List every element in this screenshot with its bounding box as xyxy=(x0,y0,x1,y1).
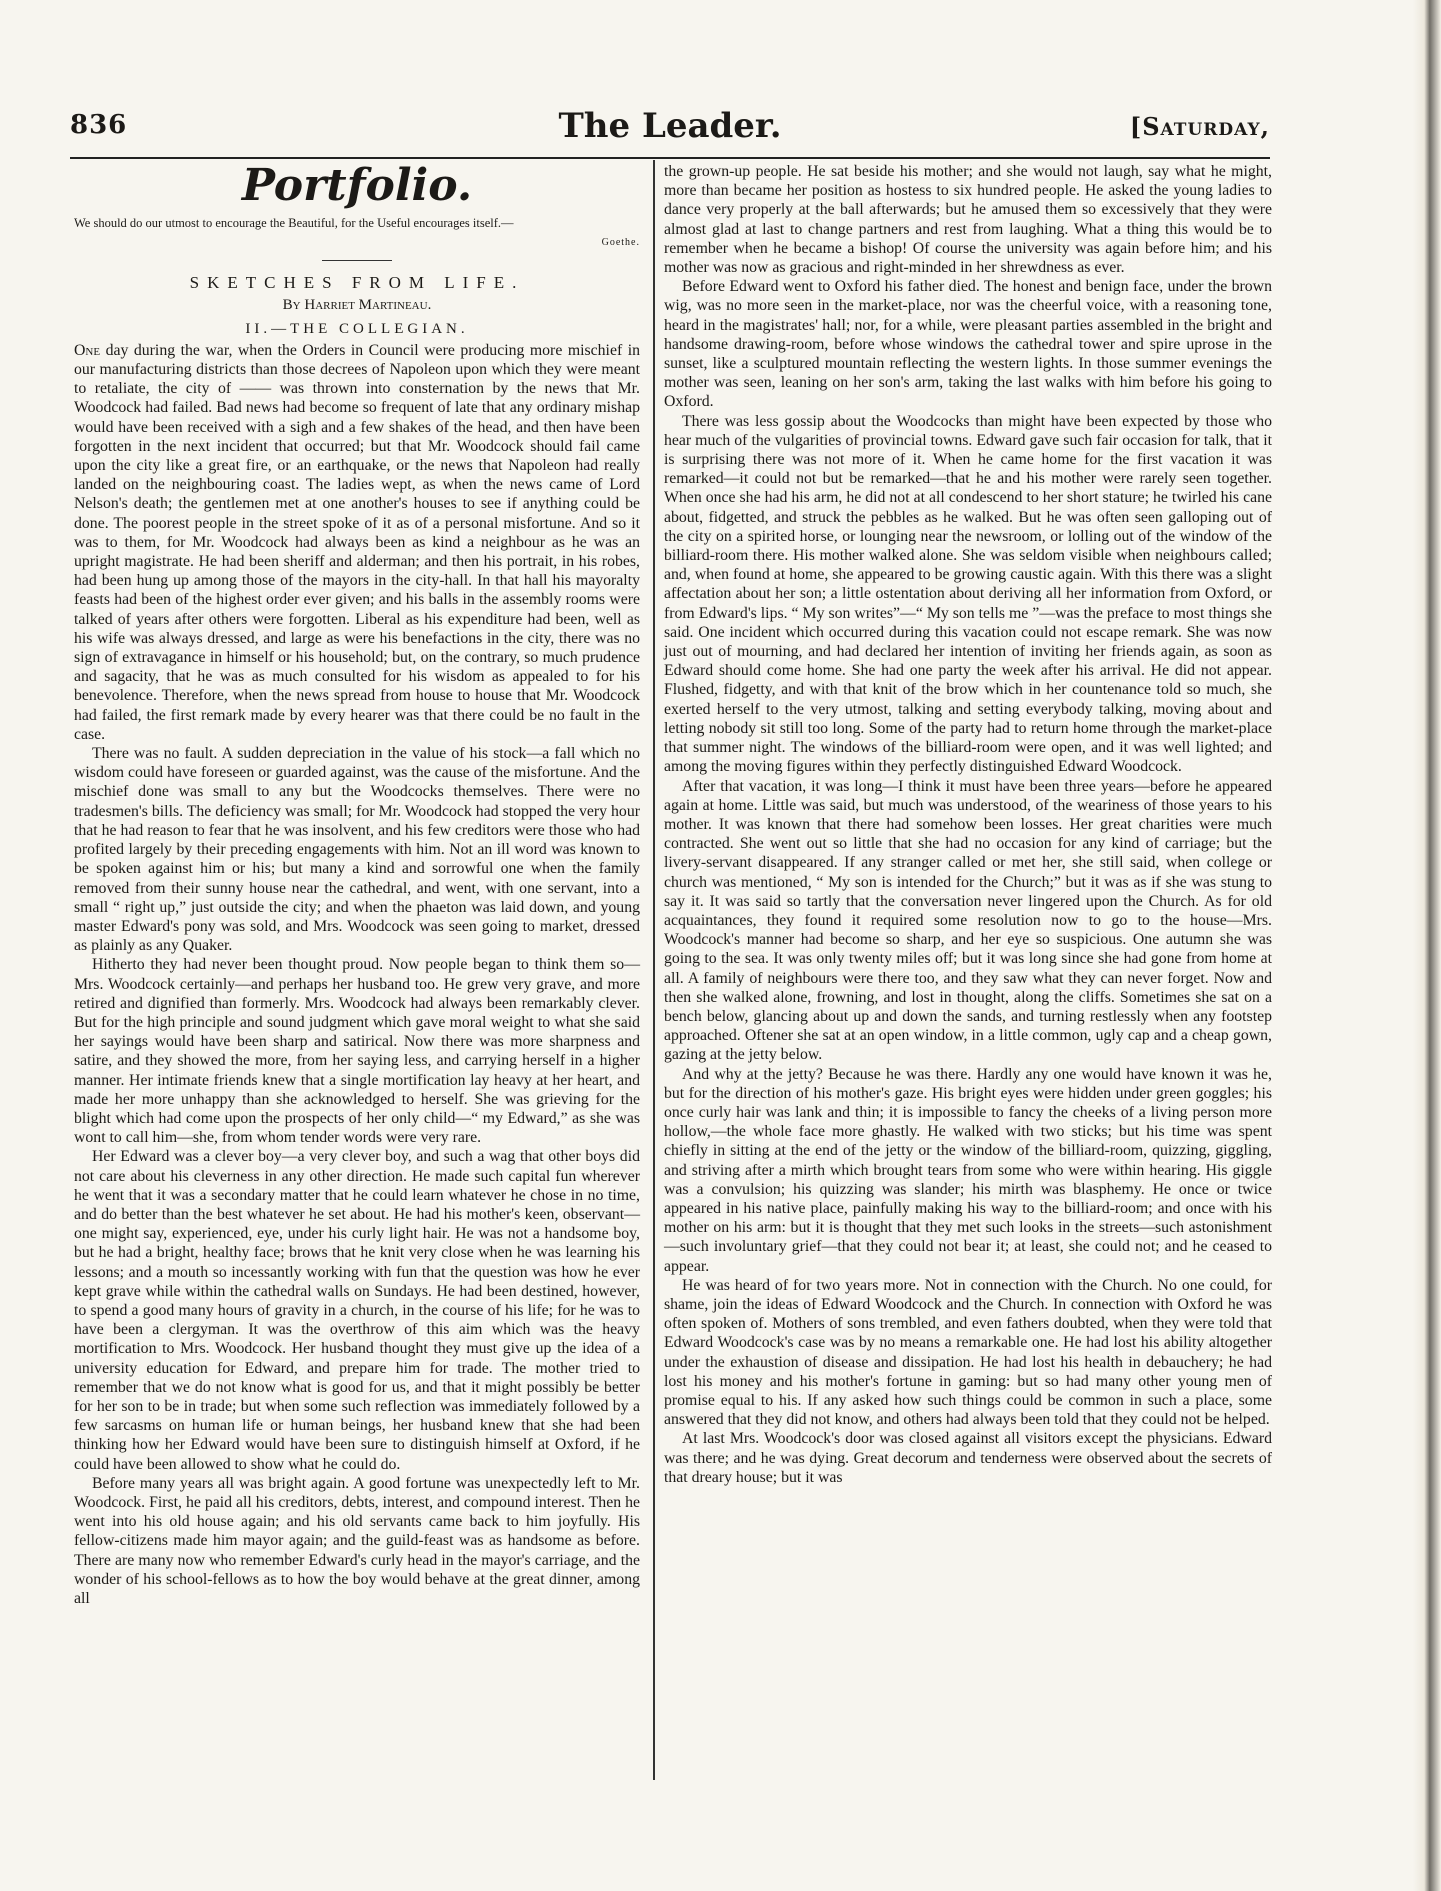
article-byline: By Harriet Martineau. xyxy=(282,297,432,314)
motto-attribution: Goethe. xyxy=(601,237,640,248)
paragraph: the grown-up people. He sat beside his mother; and she would not laugh, say what he might, more than became her position as hostess to six hundred people. He asked the young ladies to dance very properly at the ball afterwards; but he amused them so excessively that they were almost glad at last to change partners and rest from laughing. What a thing this would be to remember when he became a bishop! Of course the university was again before him; and his mother was now as gracious and right-minded in her shrewdness as ever. xyxy=(664,163,1272,277)
page-number: 836 xyxy=(70,110,128,140)
paragraph: Hitherto they had never been thought proud. Now people began to think them so—Mrs. Woodcock certainly—and perhaps her husband too. He grew very grave, and more retired and dignified than formerly. Mrs. Woodcock had always been remarkably clever. But for the high principle and sound judgment which gave moral weight to what she said her sayings would have been sharp and satirical. Now there was more sharpness and satire, and they showed the more, from her saying less, and carrying herself in a higher manner. Her intimate friends knew that a single mortification lay heavy at her heart, and made her more unhappy than she acknowledged to herself. She was grieving for the blight which had come upon the prospects of her only child—“ my Edward,” as she was wont to call him—she, from whom tender words were very rare. xyxy=(74,956,640,1147)
left-column xyxy=(74,162,640,1608)
masthead-title: The Leader. xyxy=(558,106,782,146)
paragraph: There was less gossip about the Woodcocks than might have been expected by those who hear much of the vulgarities of provincial towns. Edward gave such fair occasion for talk, that it is surprising there was not more of it. When he came home for the first vacation it was remarked—it could not but be remarked—that he and his mother were rarely seen together. When once she had his arm, he did not at all condescend to her short stature; he twirled his cane about, fidgetted, and struck the pebbles as he walked. But he was often seen galloping out of the city on a spirited horse, or lounging near the newsroom, or lolling out of the window of the billiard-room there. His mother walked alone. She was seldom visible when neighbours called; and, when found at home, she appeared to be growing caustic again. With this there was a slight affectation about her son; a little ostentation about deriving all her information from Oxford, or from Edward's lips. “ My son writes”—“ My son tells me ”—was the preface to most things she said. One incident which occurred during this vacation could not escape remark. She was now just out of mourning, and had declared her intention of inviting her friends again, as soon as Edward should come home. She had one party the week after his arrival. He did not appear. Flushed, fidgetty, and with that knit of the brow which in her countenance told so much, she exerted herself to the very utmost, talking and setting everybody talking, moving about and letting nobody sit still too long. Some of the party had to return home through the market-place that summer night. The windows of the billiard-room were open, and it was well lighted; and among the moving figures within they perfectly distinguished Edward Woodcock. xyxy=(664,412,1272,776)
column-divider xyxy=(653,160,655,1780)
paragraph-text: day during the war, when the Orders in Council were producing more mischief in our manufacturing districts than those decrees of Napoleon upon which they were meant to retaliate, the city of —— was thrown into consternation by the news that Mr. Woodcock had failed. Bad news had become so frequent of late that any ordinary mishap would have been received with a sigh and a few shakes of the head, and then have been forgotten in the next incident that occurred; but that Mr. Woodcock should fail came upon the city like a great fire, or an earthquake, or the news that Napoleon had really landed on the neighbouring coast. The ladies wept, as when the news came of Lord Nelson's death; the gentlemen met at one another's houses to see if anything could be done. The poorest people in the street spoke of it as of a personal misfortune. And so it was to them, for Mr. Woodcock had always been as kind a neighbour as he was an upright magistrate. He had been sheriff and alderman; and then his portrait, in his robes, had been hung up among those of the mayors in the city-hall. In that hall his mayoralty feasts had been of the highest order ever given; and his balls in the assembly rooms were talked of years after others were forgotten. Liberal as his expenditure had been, well as his wife was always dressed, and large as were his benefactions in the city, there was no sign of extravagance in himself or his household; but, on the contrary, so much prudence and sagacity, that he was as much consulted for his wisdom as appealed to for his benevolence. Therefore, when the news spread from house to house that Mr. Woodcock had failed, the first remark made by every hearer was that there could be no fault in the case. xyxy=(74,341,640,743)
paragraph: He was heard of for two years more. Not in connection with the Church. No one could, for shame, join the ideas of Edward Woodcock and the Church. In connection with Oxford he was often spoken of. Mothers of sons trembled, and even fathers doubted, when they were told that Edward Woodcock's case was by no means a remarkable one. He had lost his ability altogether under the exhaustion of disease and dissipation. He had lost his health in debauchery; he had lost his money and his mother's fortune in gaming: but so had many other young men of promise equal to his. If any asked how such things could be common in such a place, some answered that they did not know, and others had always been told that they could not be helped. xyxy=(664,1276,1272,1429)
paragraph: There was no fault. A sudden depreciation in the value of his stock—a fall which no wisdom could have foreseen or guarded against, was the cause of the misfortune. And the mischief done was small to any but the Woodcocks themselves. There were no tradesmen's bills. The deficiency was small; for Mr. Woodcock had stopped the very hour that he had reason to fear that he was insolvent, and his few creditors were those who had profited largely by their preceding engagements with him. Not an ill word was known to be spoken against him or his; but many a kind and sorrowful one when the family removed from their sunny house near the cathedral, and went, with one servant, into a small “ right up,” just outside the city; and when the phaeton was laid down, and young master Edward's pony was sold, and Mrs. Woodcock was seen going to market, dressed as plainly as any Quaker. xyxy=(74,745,640,955)
motto: We should do our utmost to encourage the Beautiful, for the Useful encourages itself.— xyxy=(74,216,514,230)
section-rule xyxy=(322,260,392,261)
first-word: One xyxy=(74,341,101,359)
page-edge-binding xyxy=(1413,0,1441,1891)
issue-day: [Saturday, xyxy=(1129,112,1270,141)
header-rule xyxy=(70,157,1270,159)
article-title: SKETCHES FROM LIFE. xyxy=(189,273,525,293)
paragraph: Before many years all was bright again. A good fortune was unexpectedly left to Mr. Woodcock. First, he paid all his creditors, debts, interest, and compound interest. Then he went into his old house again; and his old servants came back to him joyfully. His fellow-citizens made him mayor again; and the guild-feast was as handsome as before. There are many now who remember Edward's curly head in the mayor's carriage, and the wonder of his school-fellows as to how the boy would behave at the great dinner, among all xyxy=(74,1474,640,1608)
page-header xyxy=(70,106,1270,150)
paragraph: After that vacation, it was long—I think it must have been three years—before he appeared again at home. Little was said, but much was understood, of the weariness of those years to his mother. It was known that there had somehow been losses. Her great charities were much contracted. She went out so little that she had no occasion for any kind of carriage; but the livery-servant disappeared. If any stranger called or met her, she still said, when college or church was mentioned, “ My son is intended for the Church;” but it was as if she was stung to say it. It was said so tartly that the conversation never lingered upon the Church. As for old acquaintances, they found it required some resolution now to go to the house—Mrs. Woodcock's manner had become so sharp, and her eye so suspicious. One autumn she was going to the sea. It was only twenty miles off; but it was long since she had gone from home at all. A family of neighbours were there too, and they saw what they can never forget. Now and then she walked alone, frowning, and lost in thought, along the cliffs. Sometimes she sat on a bench below, glancing about up and down the sands, and turning restlessly when any footstep approached. Oftener she sat at an open window, in a little common, ugly cap and a cheap gown, gazing at the jetty below. xyxy=(664,777,1272,1064)
section-title: Portfolio. xyxy=(241,160,473,211)
paragraph: Her Edward was a clever boy—a very clever boy, and such a wag that other boys did not care about his cleverness in any other direction. He made such capital fun wherever he went that it was a secondary matter that he could learn whatever he chose in no time, and do better than the best whatever he set about. He had his mother's keen, observant—one might say, experienced, eye, under his curly light hair. He was not a handsome boy, but he had a bright, healthy face; brows that he knit very close when he was learning his lessons; and a mouth so incessantly working with fun that the question was how he ever kept grave while within the cathedral walls on Sundays. He had been destined, however, to spend a good many hours of gravity in a church, in the course of his life; for he was to have been a clergyman. It was the overthrow of this aim which was the heavy mortification to Mrs. Woodcock. Her husband thought they must give up the idea of a university education for Edward, and prepare him for trade. The mother tried to remember that we do not know what is good for us, and that it might possibly be better for her son to be in trade; but when some such reflection was immediately followed by a few sarcasms on human life or human beings, her husband knew that she had been thinking how her Edward would have been sure to distinguish himself at Oxford, if he could have been allowed to show what he could do. xyxy=(74,1148,640,1473)
paragraph: And why at the jetty? Because he was there. Hardly any one would have known it was he, but for the direction of his mother's gaze. His bright eyes were hidden under green goggles; his once curly hair was lank and thin; it is impossible to fancy the cheeks of a living person more hollow,—the whole face more ghastly. He walked with two sticks; but his time was spent chiefly in sitting at the end of the jetty or the window of the billiard-room, quizzing, giggling, and striving after a mirth which brought tears from some who were within hearing. His giggle was a convulsion; his quizzing was slander; his mirth was blasphemy. He once or twice appeared in his native place, painfully making his way to the billiard-room; and once with his mother on his arm: but it is thought that they met such looks in the streets—such astonishment—such involuntary grief—that they could not bear it; at least, she could not; and he ceased to appear. xyxy=(664,1065,1272,1275)
article-part-heading: II.—THE COLLEGIAN. xyxy=(245,320,469,337)
paragraph: At last Mrs. Woodcock's door was closed against all visitors except the physicians. Edward was there; and he was dying. Great decorum and tenderness were observed about the secrets of that dreary house; but it was xyxy=(664,1430,1272,1486)
right-column xyxy=(664,162,1272,1487)
paragraph xyxy=(74,341,640,744)
paragraph: Before Edward went to Oxford his father died. The honest and benign face, under the brown wig, was no more seen in the market-place, nor was the cheerful voice, with a reasoning tone, heard in the magistrates' hall; nor, for a while, were pleasant parties assembled in the bright and handsome drawing-room, before whose windows the cathedral tower and spire uprose in the sunset, like a sculptured mountain reflecting the western lights. In those summer evenings the mother was seen, leaning on her son's arm, taking the last walks with him before his going to Oxford. xyxy=(664,278,1272,411)
